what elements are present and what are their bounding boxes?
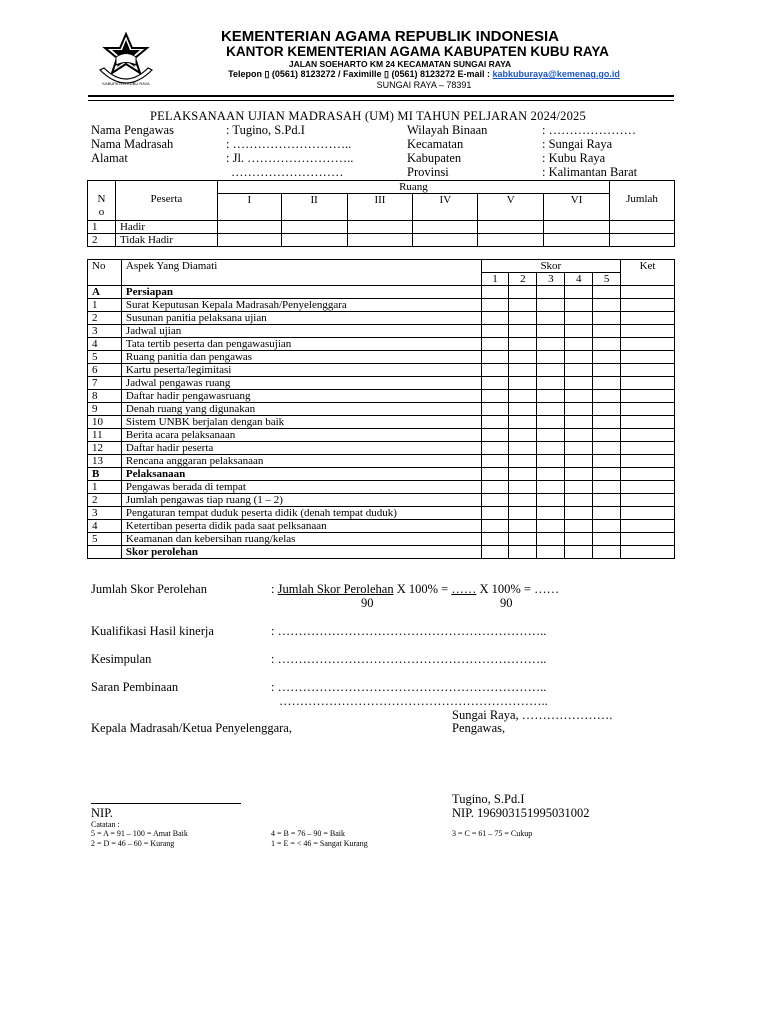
attendance-cell[interactable] xyxy=(478,234,544,247)
score-cell[interactable] xyxy=(509,390,537,403)
attendance-cell[interactable] xyxy=(347,221,413,234)
score-cell[interactable] xyxy=(509,455,537,468)
score-cell[interactable] xyxy=(593,494,621,507)
aspect-row-no: 4 xyxy=(88,338,122,351)
ket-cell[interactable] xyxy=(621,455,675,468)
score-cell[interactable] xyxy=(593,507,621,520)
score-cell[interactable] xyxy=(481,416,509,429)
table-row xyxy=(88,390,675,403)
aspect-row-no: 13 xyxy=(88,455,122,468)
info-value-alamat: : Jl. …………………….. xyxy=(226,151,354,165)
score-cell[interactable] xyxy=(509,520,537,533)
info-value-provinsi: : Kalimantan Barat xyxy=(542,165,638,179)
score-cell[interactable] xyxy=(593,351,621,364)
attendance-row-no: 2 xyxy=(88,234,116,247)
score-cell[interactable] xyxy=(481,481,509,494)
aspect-row-label: Keamanan dan kebersihan ruang/kelas xyxy=(121,533,481,546)
aspect-row-label: Pengaturan tempat duduk peserta didik (denah tempat duduk) xyxy=(121,507,481,520)
table-row xyxy=(88,442,675,455)
score-cell[interactable] xyxy=(509,481,537,494)
score-cell[interactable] xyxy=(509,507,537,520)
signature-right-nip: NIP. 196903151995031002 xyxy=(452,806,590,820)
note-item: 3 = C = 61 – 75 = Cukup xyxy=(452,829,533,838)
formula-colon: : xyxy=(271,582,278,596)
score-cell[interactable] xyxy=(537,481,565,494)
attendance-cell[interactable] xyxy=(217,221,281,234)
ket-cell[interactable] xyxy=(621,507,675,520)
score-cell[interactable] xyxy=(481,325,509,338)
score-cell[interactable] xyxy=(537,390,565,403)
score-cell[interactable] xyxy=(509,468,537,481)
attendance-total-cell[interactable] xyxy=(610,221,675,234)
score-cell[interactable] xyxy=(537,325,565,338)
signature-place-date: Sungai Raya, …………………. xyxy=(452,708,613,722)
signature-right-name: Tugino, S.Pd.I xyxy=(452,792,525,806)
attendance-cell[interactable] xyxy=(544,234,610,247)
signature-left-role: Kepala Madrasah/Ketua Penyelenggara, xyxy=(91,721,292,735)
aspect-row-label: Tata tertib peserta dan pengawasujian xyxy=(121,338,481,351)
table-row xyxy=(88,351,675,364)
score-cell[interactable] xyxy=(537,455,565,468)
score-header: 4 xyxy=(565,273,593,286)
header-office: KANTOR KEMENTERIAN AGAMA KABUPATEN KUBU RAYA xyxy=(226,44,609,59)
aspect-row-label: Kartu peserta/legimitasi xyxy=(121,364,481,377)
aspect-row-no: 12 xyxy=(88,442,122,455)
score-cell[interactable] xyxy=(593,533,621,546)
attendance-jumlah-header: Jumlah xyxy=(610,181,675,221)
ket-cell[interactable] xyxy=(621,325,675,338)
score-cell[interactable] xyxy=(565,507,593,520)
document-title: PELAKSANAAN UJIAN MADRASAH (UM) MI TAHUN PELJARAN 2024/2025 xyxy=(150,109,586,123)
attendance-cell[interactable] xyxy=(217,234,281,247)
score-header: 3 xyxy=(537,273,565,286)
table-row xyxy=(88,520,675,533)
score-cell[interactable] xyxy=(481,442,509,455)
score-cell[interactable] xyxy=(565,390,593,403)
table-row xyxy=(88,455,675,468)
score-cell[interactable] xyxy=(565,533,593,546)
signature-line xyxy=(91,803,241,804)
score-cell[interactable] xyxy=(537,312,565,325)
field-value-kualifikasi[interactable]: : ……………………………………………………….. xyxy=(271,624,547,638)
header-city: SUNGAI RAYA – 78391 xyxy=(376,80,472,90)
header-phone-fax: Telepon ▯ (0561) 8123272 / Faximille ▯ (0561) 8123272 E-mail : xyxy=(228,69,493,79)
score-cell[interactable] xyxy=(537,442,565,455)
score-cell[interactable] xyxy=(593,377,621,390)
table-row xyxy=(88,312,675,325)
aspects-no-header: No xyxy=(88,260,122,286)
score-cell[interactable] xyxy=(509,351,537,364)
score-cell[interactable] xyxy=(565,455,593,468)
aspect-row-no: A xyxy=(88,286,122,299)
attendance-table xyxy=(87,180,675,247)
score-cell[interactable] xyxy=(537,351,565,364)
info-value-wilayah: : ………………… xyxy=(542,123,637,137)
score-cell[interactable] xyxy=(593,325,621,338)
table-row xyxy=(88,507,675,520)
score-cell[interactable] xyxy=(509,364,537,377)
score-cell[interactable] xyxy=(593,481,621,494)
aspect-row-no: 11 xyxy=(88,429,122,442)
score-cell[interactable] xyxy=(537,403,565,416)
score-cell[interactable] xyxy=(565,299,593,312)
score-cell[interactable] xyxy=(509,533,537,546)
table-row xyxy=(88,546,675,559)
ket-cell[interactable] xyxy=(621,338,675,351)
score-cell[interactable] xyxy=(565,494,593,507)
room-header: V xyxy=(478,194,544,221)
header-address: JALAN SOEHARTO KM 24 KECAMATAN SUNGAI RAYA xyxy=(288,59,512,69)
score-cell[interactable] xyxy=(481,286,509,299)
field-value-saran-2[interactable]: ……………………………………………………….. xyxy=(279,694,548,708)
score-cell[interactable] xyxy=(565,364,593,377)
room-header: VI xyxy=(544,194,610,221)
aspect-row-no: 2 xyxy=(88,312,122,325)
table-row xyxy=(88,377,675,390)
ket-cell[interactable] xyxy=(621,312,675,325)
score-cell[interactable] xyxy=(509,338,537,351)
formula-expression xyxy=(271,582,559,597)
table-row xyxy=(88,533,675,546)
info-value-madrasah: : ……………………….. xyxy=(226,137,352,151)
score-cell[interactable] xyxy=(481,429,509,442)
score-cell[interactable] xyxy=(593,403,621,416)
table-row xyxy=(88,221,675,234)
score-cell[interactable] xyxy=(593,520,621,533)
score-cell[interactable] xyxy=(509,546,537,559)
table-row xyxy=(88,364,675,377)
attendance-cell[interactable] xyxy=(347,234,413,247)
aspect-row-no: 3 xyxy=(88,325,122,338)
score-cell[interactable] xyxy=(565,429,593,442)
info-label-kecamatan: Kecamatan xyxy=(407,137,464,151)
score-cell[interactable] xyxy=(537,299,565,312)
table-row xyxy=(88,234,675,247)
field-label-kualifikasi: Kualifikasi Hasil kinerja xyxy=(91,624,214,638)
score-cell[interactable] xyxy=(565,351,593,364)
score-cell[interactable] xyxy=(593,286,621,299)
aspect-row-no: 4 xyxy=(88,520,122,533)
score-cell[interactable] xyxy=(565,442,593,455)
formula-denominator-1: 90 xyxy=(361,596,374,610)
attendance-cell[interactable] xyxy=(413,234,478,247)
score-cell[interactable] xyxy=(565,481,593,494)
table-row xyxy=(88,325,675,338)
score-cell[interactable] xyxy=(481,377,509,390)
aspect-row-label: Daftar hadir pengawasruang xyxy=(121,390,481,403)
ket-cell[interactable] xyxy=(621,299,675,312)
score-cell[interactable] xyxy=(565,325,593,338)
formula-tail[interactable]: X 100% = …… xyxy=(476,582,560,596)
attendance-row-no: 1 xyxy=(88,221,116,234)
attendance-cell[interactable] xyxy=(478,221,544,234)
table-row xyxy=(88,481,675,494)
aspect-row-label: Berita acara pelaksanaan xyxy=(121,429,481,442)
score-cell[interactable] xyxy=(481,390,509,403)
attendance-row-label: Hadir xyxy=(115,221,217,234)
score-cell[interactable] xyxy=(593,546,621,559)
score-cell[interactable] xyxy=(509,325,537,338)
table-row xyxy=(88,416,675,429)
ket-cell[interactable] xyxy=(621,364,675,377)
ket-cell[interactable] xyxy=(621,494,675,507)
score-cell[interactable] xyxy=(593,455,621,468)
formula-mid: X 100% = xyxy=(393,582,452,596)
attendance-no-header: N o xyxy=(88,181,116,221)
score-cell[interactable] xyxy=(481,364,509,377)
table-row xyxy=(88,494,675,507)
aspect-row-no: 5 xyxy=(88,533,122,546)
aspect-row-label: Persiapan xyxy=(121,286,481,299)
aspect-row-no: 3 xyxy=(88,507,122,520)
info-label-kabupaten: Kabupaten xyxy=(407,151,462,165)
formula-numerator: Jumlah Skor Perolehan xyxy=(277,582,394,596)
note-item: 2 = D = 46 – 60 = Kurang xyxy=(91,839,175,848)
room-header: IV xyxy=(413,194,478,221)
aspect-row-label: Jadwal ujian xyxy=(121,325,481,338)
score-cell[interactable] xyxy=(565,468,593,481)
ket-cell[interactable] xyxy=(621,468,675,481)
ket-cell[interactable] xyxy=(621,286,675,299)
score-cell[interactable] xyxy=(593,390,621,403)
score-cell[interactable] xyxy=(593,338,621,351)
attendance-cell[interactable] xyxy=(413,221,478,234)
aspect-row-label: Daftar hadir peserta xyxy=(121,442,481,455)
score-cell[interactable] xyxy=(593,442,621,455)
score-cell[interactable] xyxy=(537,468,565,481)
aspect-row-no: 1 xyxy=(88,481,122,494)
ket-cell[interactable] xyxy=(621,403,675,416)
score-cell[interactable] xyxy=(481,312,509,325)
score-cell[interactable] xyxy=(593,364,621,377)
score-cell[interactable] xyxy=(537,416,565,429)
ket-cell[interactable] xyxy=(621,442,675,455)
aspect-row-no: 6 xyxy=(88,364,122,377)
score-cell[interactable] xyxy=(565,416,593,429)
table-row xyxy=(88,286,675,299)
aspect-row-no: 10 xyxy=(88,416,122,429)
note-item: 1 = E = < 46 = Sangat Kurang xyxy=(271,839,368,848)
attendance-row-label: Tidak Hadir xyxy=(115,234,217,247)
score-cell[interactable] xyxy=(481,520,509,533)
score-cell[interactable] xyxy=(565,312,593,325)
score-cell[interactable] xyxy=(537,364,565,377)
room-header: II xyxy=(281,194,347,221)
notes-title: Catatan : xyxy=(91,820,120,829)
aspect-row-no: B xyxy=(88,468,122,481)
info-value-pengawas: : Tugino, S.Pd.I xyxy=(226,123,305,137)
ket-cell[interactable] xyxy=(621,377,675,390)
aspect-row-no: 2 xyxy=(88,494,122,507)
header-contact xyxy=(0,69,768,80)
score-header: 5 xyxy=(593,273,621,286)
aspect-row-label: Jadwal pengawas ruang xyxy=(121,377,481,390)
info-value-kabupaten: : Kubu Raya xyxy=(542,151,606,165)
score-cell[interactable] xyxy=(537,338,565,351)
score-cell[interactable] xyxy=(537,494,565,507)
attendance-cell[interactable] xyxy=(281,234,347,247)
score-cell[interactable] xyxy=(537,286,565,299)
table-row xyxy=(88,468,675,481)
ket-cell[interactable] xyxy=(621,533,675,546)
signature-left-nip: NIP. xyxy=(91,806,113,820)
attendance-peserta-header: Peserta xyxy=(115,181,217,221)
attendance-total-cell[interactable] xyxy=(610,234,675,247)
formula-label: Jumlah Skor Perolehan xyxy=(91,582,207,596)
info-label-provinsi: Provinsi xyxy=(407,165,449,179)
signature-right-role: Pengawas, xyxy=(452,721,506,735)
score-cell[interactable] xyxy=(509,312,537,325)
note-item: 5 = A = 91 – 100 = Amat Baik xyxy=(91,829,188,838)
ket-cell[interactable] xyxy=(621,546,675,559)
score-cell[interactable] xyxy=(537,377,565,390)
formula-denominator-2: 90 xyxy=(500,596,513,610)
room-header: III xyxy=(347,194,413,221)
note-item: 4 = B = 76 – 90 = Baik xyxy=(271,829,345,838)
attendance-cell[interactable] xyxy=(281,221,347,234)
ket-cell[interactable] xyxy=(621,351,675,364)
ket-cell[interactable] xyxy=(621,416,675,429)
aspect-row-no xyxy=(88,546,122,559)
info-value-kecamatan: : Sungai Raya xyxy=(542,137,613,151)
aspect-row-label: Ruang panitia dan pengawas xyxy=(121,351,481,364)
aspect-row-label: Skor perolehan xyxy=(121,546,481,559)
aspect-row-no: 9 xyxy=(88,403,122,416)
score-cell[interactable] xyxy=(481,299,509,312)
table-row xyxy=(88,429,675,442)
score-cell[interactable] xyxy=(481,507,509,520)
info-label-madrasah: Nama Madrasah xyxy=(91,137,174,151)
aspect-row-label: Surat Keputusan Kepala Madrasah/Penyelenggara xyxy=(121,299,481,312)
table-row xyxy=(88,338,675,351)
email-link[interactable]: kabkuburaya@kemenag.go.id xyxy=(492,69,620,79)
info-label-alamat: Alamat xyxy=(91,151,128,165)
aspect-row-label: Sistem UNBK berjalan dengan baik xyxy=(121,416,481,429)
score-cell[interactable] xyxy=(537,546,565,559)
aspect-row-label: Denah ruang yang digunakan xyxy=(121,403,481,416)
info-value-alamat-2: ……………………… xyxy=(231,165,344,179)
score-cell[interactable] xyxy=(481,533,509,546)
aspect-row-label: Rencana anggaran pelaksanaan xyxy=(121,455,481,468)
aspect-row-label: Pengawas berada di tempat xyxy=(121,481,481,494)
score-cell[interactable] xyxy=(509,286,537,299)
ket-cell[interactable] xyxy=(621,481,675,494)
score-header: 2 xyxy=(509,273,537,286)
score-cell[interactable] xyxy=(593,312,621,325)
aspect-row-label: Ketertiban peserta didik pada saat pelksanaan xyxy=(121,520,481,533)
table-row xyxy=(88,403,675,416)
score-cell[interactable] xyxy=(565,403,593,416)
score-cell[interactable] xyxy=(509,403,537,416)
score-cell[interactable] xyxy=(481,455,509,468)
score-header: 1 xyxy=(481,273,509,286)
attendance-ruang-header: Ruang xyxy=(217,181,609,194)
aspect-row-label: Susunan panitia pelaksana ujian xyxy=(121,312,481,325)
attendance-cell[interactable] xyxy=(544,221,610,234)
formula-result-1[interactable]: …… xyxy=(451,582,477,596)
aspects-aspect-header: Aspek Yang Diamati xyxy=(121,260,481,286)
score-cell[interactable] xyxy=(537,533,565,546)
logo-text: KABUPATEN KUBU RAYA xyxy=(102,81,150,86)
header-ministry: KEMENTERIAN AGAMA REPUBLIK INDONESIA xyxy=(220,28,560,45)
score-cell[interactable] xyxy=(481,494,509,507)
score-cell[interactable] xyxy=(509,442,537,455)
info-label-pengawas: Nama Pengawas xyxy=(91,123,174,137)
aspect-row-label: Jumlah pengawas tiap ruang (1 – 2) xyxy=(121,494,481,507)
score-cell[interactable] xyxy=(537,429,565,442)
score-cell[interactable] xyxy=(593,468,621,481)
aspect-row-no: 8 xyxy=(88,390,122,403)
score-cell[interactable] xyxy=(481,403,509,416)
score-cell[interactable] xyxy=(509,494,537,507)
field-label-saran: Saran Pembinaan xyxy=(91,680,179,694)
score-cell[interactable] xyxy=(537,507,565,520)
info-label-wilayah: Wilayah Binaan xyxy=(407,123,488,137)
score-cell[interactable] xyxy=(565,546,593,559)
aspect-row-label: Pelaksanaan xyxy=(121,468,481,481)
score-cell[interactable] xyxy=(481,546,509,559)
score-cell[interactable] xyxy=(509,416,537,429)
score-cell[interactable] xyxy=(481,351,509,364)
score-cell[interactable] xyxy=(481,468,509,481)
aspects-ket-header: Ket xyxy=(621,260,675,286)
field-label-kesimpulan: Kesimpulan xyxy=(91,652,152,666)
aspects-table xyxy=(87,259,675,559)
score-cell[interactable] xyxy=(565,520,593,533)
table-row xyxy=(88,299,675,312)
score-cell[interactable] xyxy=(565,286,593,299)
score-cell[interactable] xyxy=(565,377,593,390)
room-header: I xyxy=(217,194,281,221)
score-cell[interactable] xyxy=(593,299,621,312)
score-cell[interactable] xyxy=(509,377,537,390)
aspects-skor-header: Skor xyxy=(481,260,621,273)
ket-cell[interactable] xyxy=(621,390,675,403)
aspect-row-no: 7 xyxy=(88,377,122,390)
ket-cell[interactable] xyxy=(621,520,675,533)
score-cell[interactable] xyxy=(593,416,621,429)
header-divider xyxy=(88,95,674,101)
aspect-row-no: 5 xyxy=(88,351,122,364)
aspect-row-no: 1 xyxy=(88,299,122,312)
score-cell[interactable] xyxy=(593,429,621,442)
score-cell[interactable] xyxy=(481,338,509,351)
score-cell[interactable] xyxy=(537,520,565,533)
score-cell[interactable] xyxy=(509,429,537,442)
score-cell[interactable] xyxy=(509,299,537,312)
field-value-kesimpulan[interactable]: : ……………………………………………………….. xyxy=(271,652,547,666)
ket-cell[interactable] xyxy=(621,429,675,442)
field-value-saran[interactable]: : ……………………………………………………….. xyxy=(271,680,547,694)
score-cell[interactable] xyxy=(565,338,593,351)
